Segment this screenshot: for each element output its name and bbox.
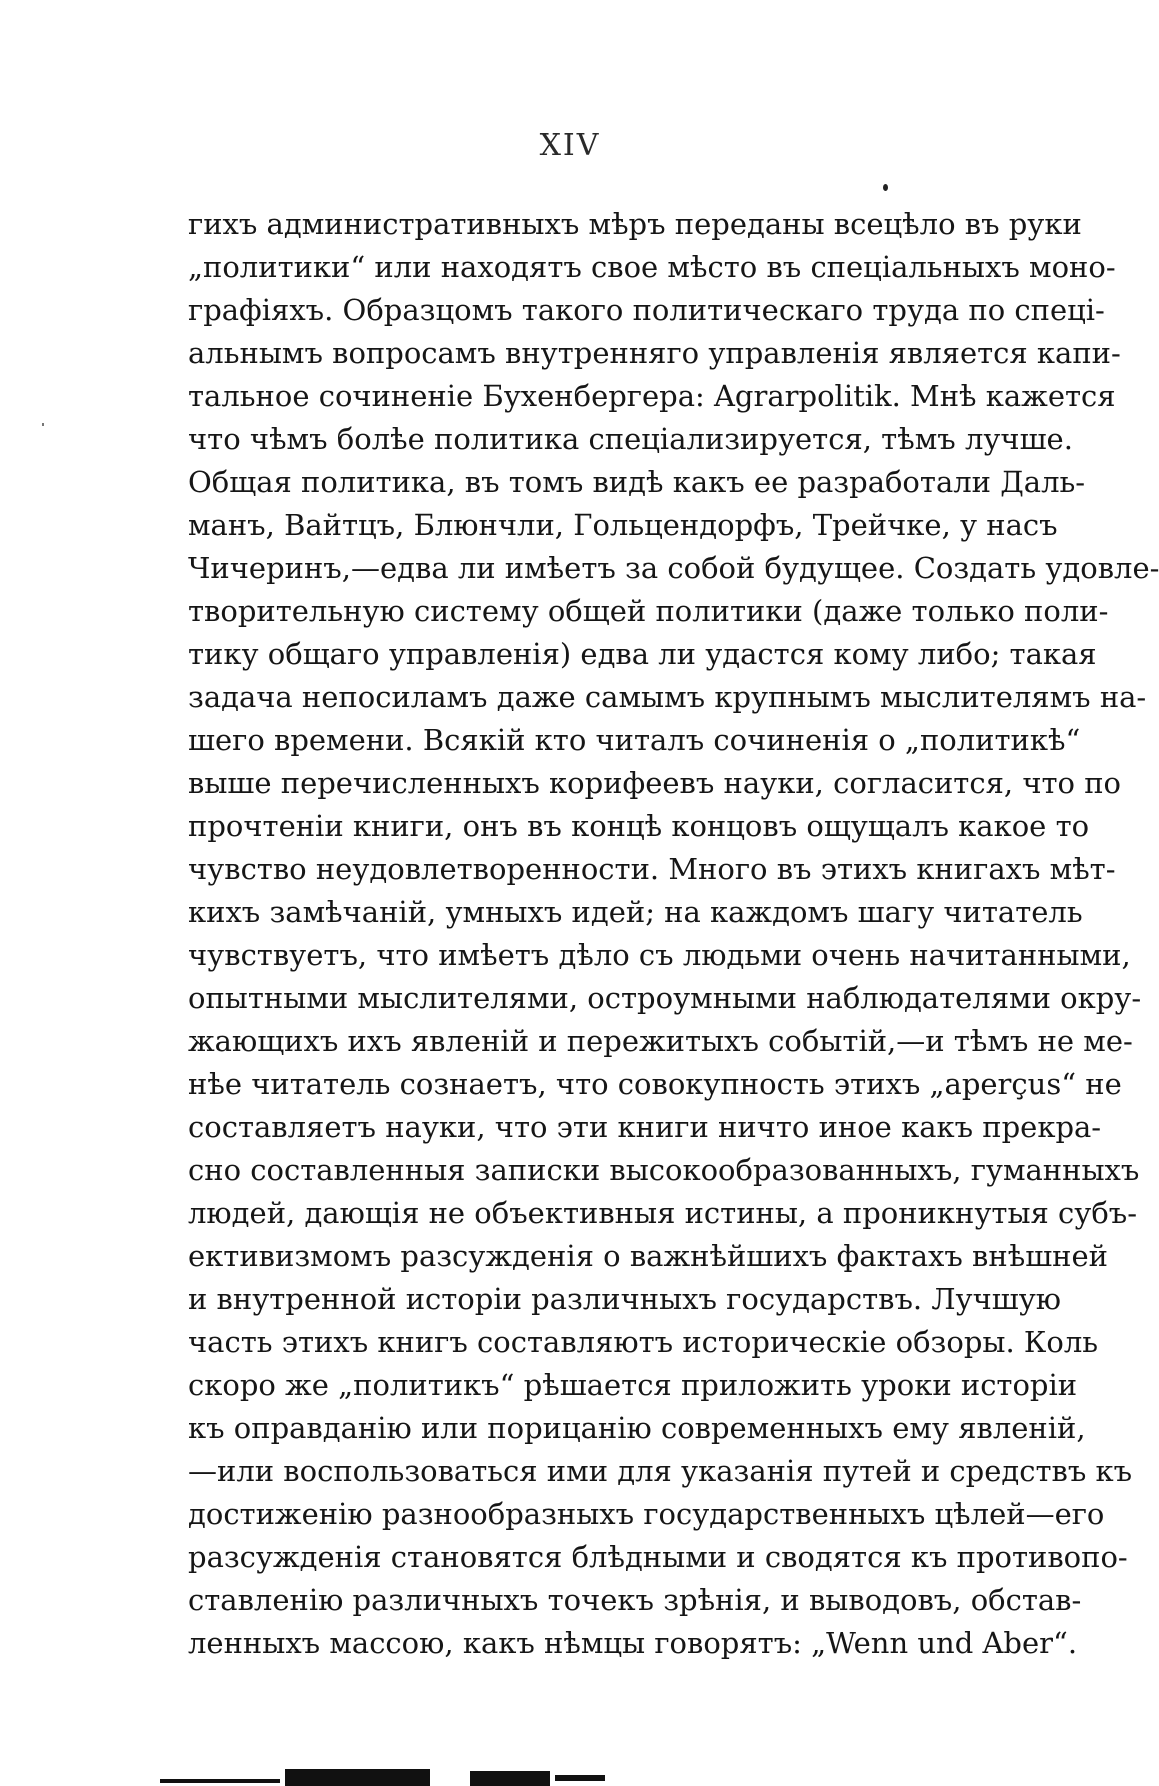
text-line: разсужденія становятся блѣдными и сводятся къ противопо- (188, 1540, 1128, 1574)
page-number: XIV (539, 128, 601, 163)
text-line: ленныхъ массою, какъ нѣмцы говорятъ: „Wenn und Aber“. (188, 1626, 1078, 1660)
scan-artifact-bar (555, 1775, 605, 1781)
text-line: и внутренной исторіи различныхъ государствъ. Лучшую (188, 1282, 1062, 1316)
text-line: опытными мыслителями, остроумными наблюдателями окру- (188, 981, 1142, 1015)
text-line: скоро же „политикъ“ рѣшается приложить уроки исторіи (188, 1368, 1078, 1402)
text-line: выше перечисленныхъ корифеевъ науки, согласится, что по (188, 766, 1121, 800)
text-line: что чѣмъ болѣе политика спеціализируется, тѣмъ лучше. (188, 422, 1073, 456)
text-line: людей, дающія не объективныя истины, а проникнутыя субъ- (188, 1196, 1138, 1230)
text-line: творительную систему общей политики (даже только поли- (188, 594, 1109, 628)
text-line: ставленію различныхъ точекъ зрѣнія, и выводовъ, обстав- (188, 1583, 1082, 1617)
text-line: —или воспользоваться ими для указанія путей и средствъ къ (188, 1454, 1133, 1488)
text-line: тальное сочиненіе Бухенбергера: Agrarpolitik. Мнѣ кажется (188, 379, 1116, 413)
text-line: Чичеринъ,—едва ли имѣетъ за собой будущее. Создать удовле- (188, 551, 1159, 585)
text-line: часть этихъ книгъ составляютъ историческіе обзоры. Коль (188, 1325, 1099, 1359)
margin-dot-mark (883, 184, 888, 191)
text-line: прочтеніи книги, онъ въ концѣ концовъ ощущалъ какое то (188, 809, 1090, 843)
scan-artifact-bar (160, 1779, 280, 1783)
text-line: достиженію разнообразныхъ государственныхъ цѣлей—его (188, 1497, 1105, 1531)
text-line: жающихъ ихъ явленій и пережитыхъ событій,—и тѣмъ не ме- (188, 1024, 1133, 1058)
text-line: альнымъ вопросамъ внутренняго управленія является капи- (188, 336, 1121, 370)
text-line: чувствуетъ, что имѣетъ дѣло съ людьми очень начитанными, (188, 938, 1131, 972)
text-line: къ оправданію или порицанію современныхъ ему явленій, (188, 1411, 1086, 1445)
text-line: ективизмомъ разсужденія о важнѣйшихъ фактахъ внѣшней (188, 1239, 1108, 1273)
scan-artifact-bar (470, 1771, 550, 1786)
text-line: графіяхъ. Образцомъ такого политическаго труда по спеці- (188, 293, 1105, 327)
body-text (188, 203, 1159, 1665)
text-line: нѣе читатель сознаетъ, что совокупность этихъ „aperçus“ не (188, 1067, 1122, 1101)
text-line: манъ, Вайтцъ, Блюнчли, Гольцендорфъ, Трейчке, у насъ (188, 508, 1058, 542)
text-line: составляетъ науки, что эти книги ничто иное какъ прекра- (188, 1110, 1102, 1144)
margin-tick-mark (42, 423, 44, 426)
text-line: кихъ замѣчаній, умныхъ идей; на каждомъ шагу читатель (188, 895, 1083, 929)
text-line: Общая политика, въ томъ видѣ какъ ее разработали Даль- (188, 465, 1086, 499)
text-line: тику общаго управленія) едва ли удастся кому либо; такая (188, 637, 1097, 671)
text-line: „политики“ или находятъ свое мѣсто въ спеціальныхъ моно- (188, 250, 1116, 284)
scan-artifact-bar (285, 1769, 430, 1786)
text-line: сно составленныя записки высокообразованныхъ, гуманныхъ (188, 1153, 1140, 1187)
text-line: задача непосиламъ даже самымъ крупнымъ мыслителямъ на- (188, 680, 1147, 714)
text-line: чувство неудовлетворенности. Много въ этихъ книгахъ мѣт- (188, 852, 1116, 886)
text-line: гихъ административныхъ мѣръ переданы всецѣло въ руки (188, 207, 1082, 241)
text-line: шего времени. Всякій кто читалъ сочиненія о „политикѣ“ (188, 723, 1081, 757)
